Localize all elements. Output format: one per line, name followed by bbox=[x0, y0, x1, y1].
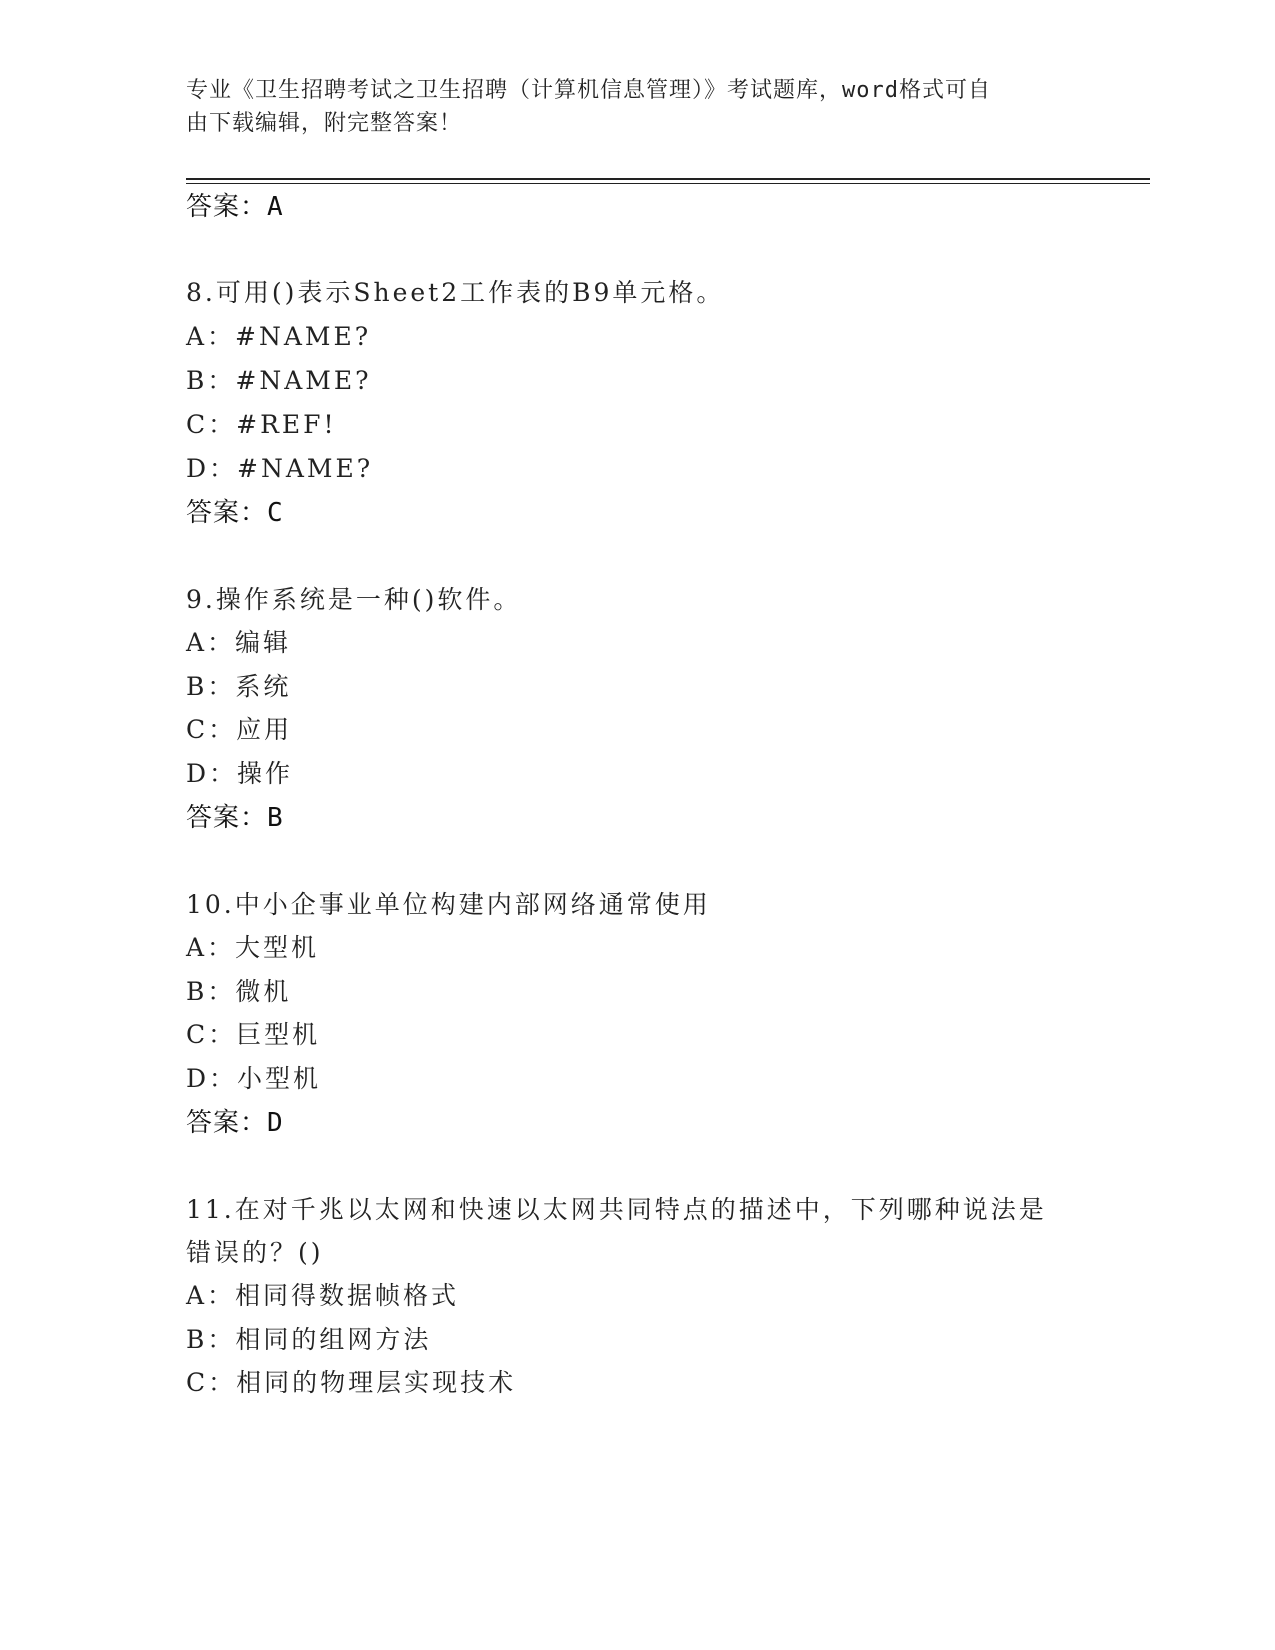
question-11-line-2: 错误的？() bbox=[186, 1238, 324, 1267]
q11-option-a: A：相同得数据帧格式 bbox=[186, 1281, 460, 1310]
q8-answer: 答案：C bbox=[186, 498, 284, 528]
q9-option-a: A：编辑 bbox=[186, 628, 292, 657]
q8-option-c: C：#REF! bbox=[186, 410, 337, 439]
answer-prev: 答案：A bbox=[186, 192, 284, 222]
q11-option-c: C：相同的物理层实现技术 bbox=[186, 1368, 517, 1397]
header-line-2: 由下载编辑，附完整答案！ bbox=[186, 111, 463, 136]
q8-option-d: D：#NAME? bbox=[186, 454, 374, 483]
q10-option-a: A：大型机 bbox=[186, 933, 320, 962]
q8-option-a: A：#NAME? bbox=[186, 322, 372, 351]
question-8: 8.可用()表示Sheet2工作表的B9单元格。 bbox=[186, 278, 725, 307]
q9-option-c: C：应用 bbox=[186, 715, 293, 744]
q9-answer: 答案：B bbox=[186, 803, 284, 833]
question-10: 10.中小企事业单位构建内部网络通常使用 bbox=[186, 890, 711, 919]
q11-option-b: B：相同的组网方法 bbox=[186, 1325, 432, 1354]
question-11-line-1: 11.在对千兆以太网和快速以太网共同特点的描述中，下列哪种说法是 bbox=[186, 1195, 1047, 1224]
q10-option-c: C：巨型机 bbox=[186, 1020, 321, 1049]
document-header bbox=[186, 74, 1086, 140]
q10-answer: 答案：D bbox=[186, 1108, 284, 1138]
header-line-1: 专业《卫生招聘考试之卫生招聘（计算机信息管理）》考试题库，word格式可自 bbox=[186, 78, 991, 103]
question-9: 9.操作系统是一种()软件。 bbox=[186, 585, 522, 614]
q8-option-b: B：#NAME? bbox=[186, 366, 372, 395]
q10-option-b: B：微机 bbox=[186, 977, 292, 1006]
q9-option-b: B：系统 bbox=[186, 672, 292, 701]
q9-option-d: D：操作 bbox=[186, 759, 294, 788]
q10-option-d: D：小型机 bbox=[186, 1064, 322, 1093]
header-divider bbox=[186, 178, 1150, 184]
